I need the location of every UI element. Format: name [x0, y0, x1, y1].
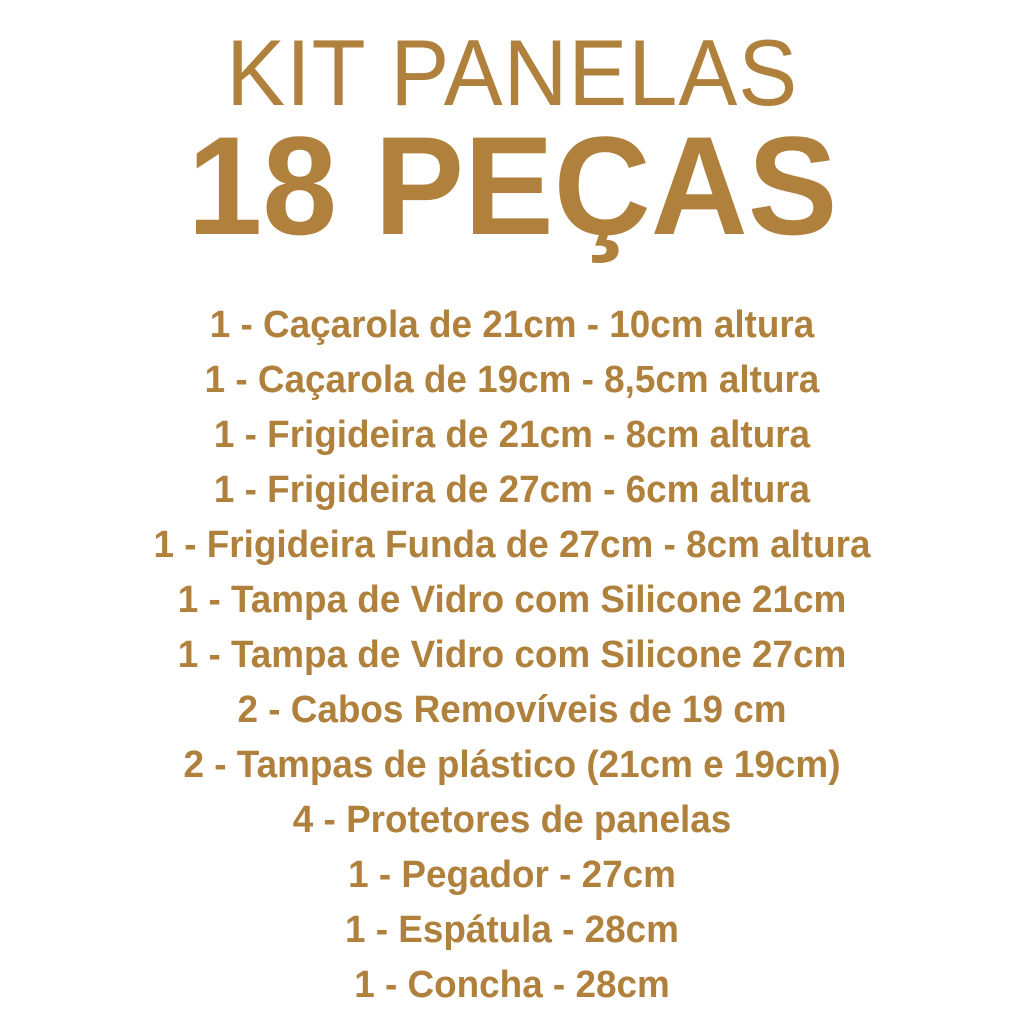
list-item-tampas-plastico: 2 - Tampas de plástico (21cm e 19cm) [183, 744, 841, 786]
list-item-espatula: 1 - Espátula - 28cm [345, 909, 679, 951]
list-item-cabos-removiveis: 2 - Cabos Removíveis de 19 cm [237, 689, 787, 731]
list-item-tampa-vidro-21: 1 - Tampa de Vidro com Silicone 21cm [177, 579, 847, 621]
list-item-concha: 1 - Concha - 28cm [354, 964, 670, 1006]
list-item-protetores: 4 - Protetores de panelas [292, 799, 732, 841]
list-item-frigideira-funda-27: 1 - Frigideira Funda de 27cm - 8cm altura [153, 524, 871, 566]
list-item-frigideira-21: 1 - Frigideira de 21cm - 8cm altura [213, 414, 811, 456]
kit-title: KIT PANELAS [226, 20, 798, 125]
list-item-tampa-vidro-27: 1 - Tampa de Vidro com Silicone 27cm [177, 634, 847, 676]
list-item-pegador: 1 - Pegador - 27cm [348, 854, 676, 896]
list-item-frigideira-27: 1 - Frigideira de 27cm - 6cm altura [213, 469, 811, 511]
piece-count-title: 18 PEÇAS [187, 107, 837, 264]
list-item-cacarola-19: 1 - Caçarola de 19cm - 8,5cm altura [204, 359, 820, 401]
kit-items-list [0, 298, 1024, 1013]
list-item-cacarola-21: 1 - Caçarola de 21cm - 10cm altura [209, 304, 815, 346]
